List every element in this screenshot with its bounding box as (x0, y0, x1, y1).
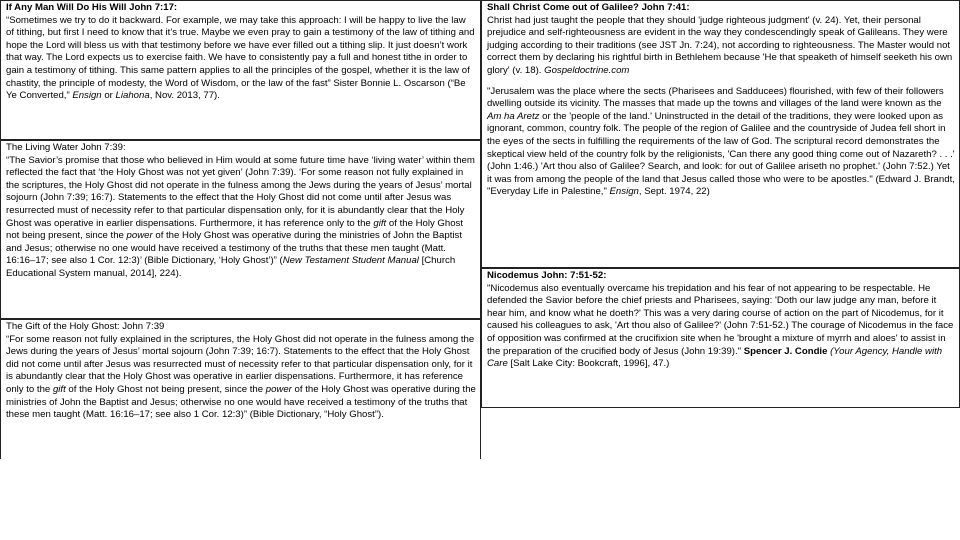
nicodemus-book-title: (Your Agency, Handle with Care (487, 345, 943, 370)
gift-body-b: of the Holy Ghost not being present, since the (65, 383, 266, 395)
galilee-para2-b: or the 'people of the land.' Uninstructed in the detail of the traditions, they were looked upon as ignorant, common, country folk. The people of the region of Galilee and the countryside of Judea fell short in the eyes of the sects in fulfilling the requirements of the law of God. The scriptural record demonstrates the skeptical view held of the country folk by the religionists, 'Can there any good thing come out of Nazareth? . . .' (John 1:46.) 'Art thou also of Galilee? Search, and look: for out of Galilee ariseth no prophet.' (John 7:52.) Yet it was from among the people of the land that Jesus called those who were to be apostles." (Edward J. Brandt, "Everyday Life in Palestine," (487, 110, 955, 198)
galilee-para2-a: "Jerusalem was the place where the sects (Pharisees and Sadducees) flourished, with few of their followers dwelling outside its vicinity. The masses that made up the towns and villages of the land were known as the (487, 85, 944, 110)
tithing-source-ensign: Ensign (72, 90, 102, 102)
nicodemus-author: Spencer J. Condie (743, 345, 828, 357)
tithing-citation-tail: , Nov. 2013, 77). (149, 90, 220, 102)
galilee-citation-tail: , Sept. 1974, 22) (638, 186, 710, 198)
nicodemus-body: "Nicodemus also eventually overcame his trepidation and his fear of not appearing to be respectable. He defended the Savior before the chief priests and Pharisees, saying: 'Doth our law judge any man, before it hear him, and know what he doeth?' This was a very daring course of action on the part of Nicodemus, for it caused his colleagues to ask, 'Art thou also of Galilee?' (John 7:51-52.) The courage of Nicodemus in the face of opposition was confirmed at the crucifixion site when he 'brought a mixture of myrrh and aloes' to assist in the preparation of the crucified body of Jesus (John 19:39)." (487, 282, 954, 357)
galilee-site-credit: Gospeldoctrine.com (544, 64, 630, 76)
nicodemus-title: Nicodemus John: 7:51-52: (487, 270, 607, 281)
living-water-body-d: [Church Educational System manual, 2014], 224). (6, 255, 456, 279)
nicodemus-quote-box (481, 268, 960, 408)
living-water-body-c: of the Holy Ghost was operative during the ministries of John the Baptist and Jesus; otherwise no one would have received a testimony of the truths that these men taught (Matt. 16:16–17; see also 1 Cor. 12:3)’ (Bible Dictionary, ‘Holy Ghost’)” ( (6, 230, 462, 267)
gift-body-a: “For some reason not fully explained in the scriptures, the Holy Ghost did not operate in the fulness among the Jews during the years of Jesus’ mortal sojourn (John 7:39; 16:7). Statements to the effect that the Holy Ghost did not come until after Jesus was resurrected must of necessity refer to that particular dispensation only, for it is abundantly clear that the Holy Ghost was operative in earlier dispensations. Furthermore, it has reference only to the (6, 333, 475, 395)
gift-title: The Gift of the Holy Ghost: John 7:39 (6, 321, 165, 332)
living-water-quote-box (0, 140, 481, 319)
tithing-source-liahona: Liahona (115, 90, 150, 102)
galilee-quote-box (481, 0, 960, 268)
nicodemus-citation-tail: [Salt Lake City: Bookcraft, 1996], 47.) (507, 358, 670, 370)
tithing-or: or (101, 90, 116, 102)
gift-gift-word: gift (52, 383, 66, 395)
galilee-am-ha-aretz: Am ha Aretz (487, 110, 540, 122)
galilee-title: Shall Christ Come out of Galilee? John 7:41: (487, 2, 690, 13)
galilee-source-ensign: Ensign (609, 186, 639, 198)
tithing-title: If Any Man Will Do His Will John 7:17: (6, 2, 178, 13)
living-water-body-a: “The Savior’s promise that those who believed in Him would at some future time have ‘living water’ within them reflected the fact that ‘the Holy Ghost was not yet given’ (John 7:39). ‘For some reason not fully explained in the scriptures, the Holy Ghost did not operate in the fulness among the Jews during the years of Jesus’ mortal sojourn (John 7:39; 16:7). Statements to the effect that the Holy Ghost did not come until after Jesus was resurrected must of necessity refer to that particular dispensation only, for it is abundantly clear that the Holy Ghost was operative in earlier dispensations. Furthermore, it has reference only to the (6, 154, 475, 229)
living-water-manual-title: New Testament Student Manual (282, 255, 419, 267)
living-water-power-word: power (126, 230, 153, 242)
tithing-quote-box (0, 0, 481, 140)
living-water-title: The Living Water John 7:39: (6, 142, 126, 153)
gift-holy-ghost-quote-box (0, 319, 481, 459)
gift-body-c: of the Holy Ghost was operative during the ministries of John the Baptist and Jesus; otherwise no one would have received a testimony of the truths that these men taught (Matt. 16:16–17; see also 1 Cor. 12:3)” (Bible Dictionary, “Holy Ghost”). (6, 383, 476, 421)
living-water-body-b: of the Holy Ghost not being present, since the (6, 217, 464, 242)
galilee-body-a: Christ had just taught the people that they should 'judge righteous judgment' (v. 24). Yet, their personal prejudice and self-righteousness are evident in the way they condescendingly speak of Galileans. They were judging according to their traditions (see JST Jn. 7:24), not according to righteousness. The Master would not correct them by declaring his rightful birth in Bethlehem because 'He that speaketh of himself seeketh his own glory' (v. 18). (487, 14, 953, 76)
gift-power-word: power (265, 383, 292, 395)
tithing-body: “Sometimes we try to do it backward. For example, we may take this approach: I will be happy to live the law of tithing, but first I need to know that it’s true. Maybe we even pray to gain a testimony of the law of tithing and hope the Lord will bless us with that testimony before we have ever filled out a tithing slip. It just doesn’t work that way. The Lord expects us to exercise faith. We have to consistently pay a full and honest tithe in order to gain a testimony of tithing. This same pattern applies to all the principles of the gospel, whether it is the law of chastity, the principle of modesty, the Word of Wisdom, or the law of the fast” Sister Bonnie L. Oscarson (“Be Ye Converted,” (6, 14, 475, 102)
living-water-gift-word: gift (373, 217, 387, 229)
